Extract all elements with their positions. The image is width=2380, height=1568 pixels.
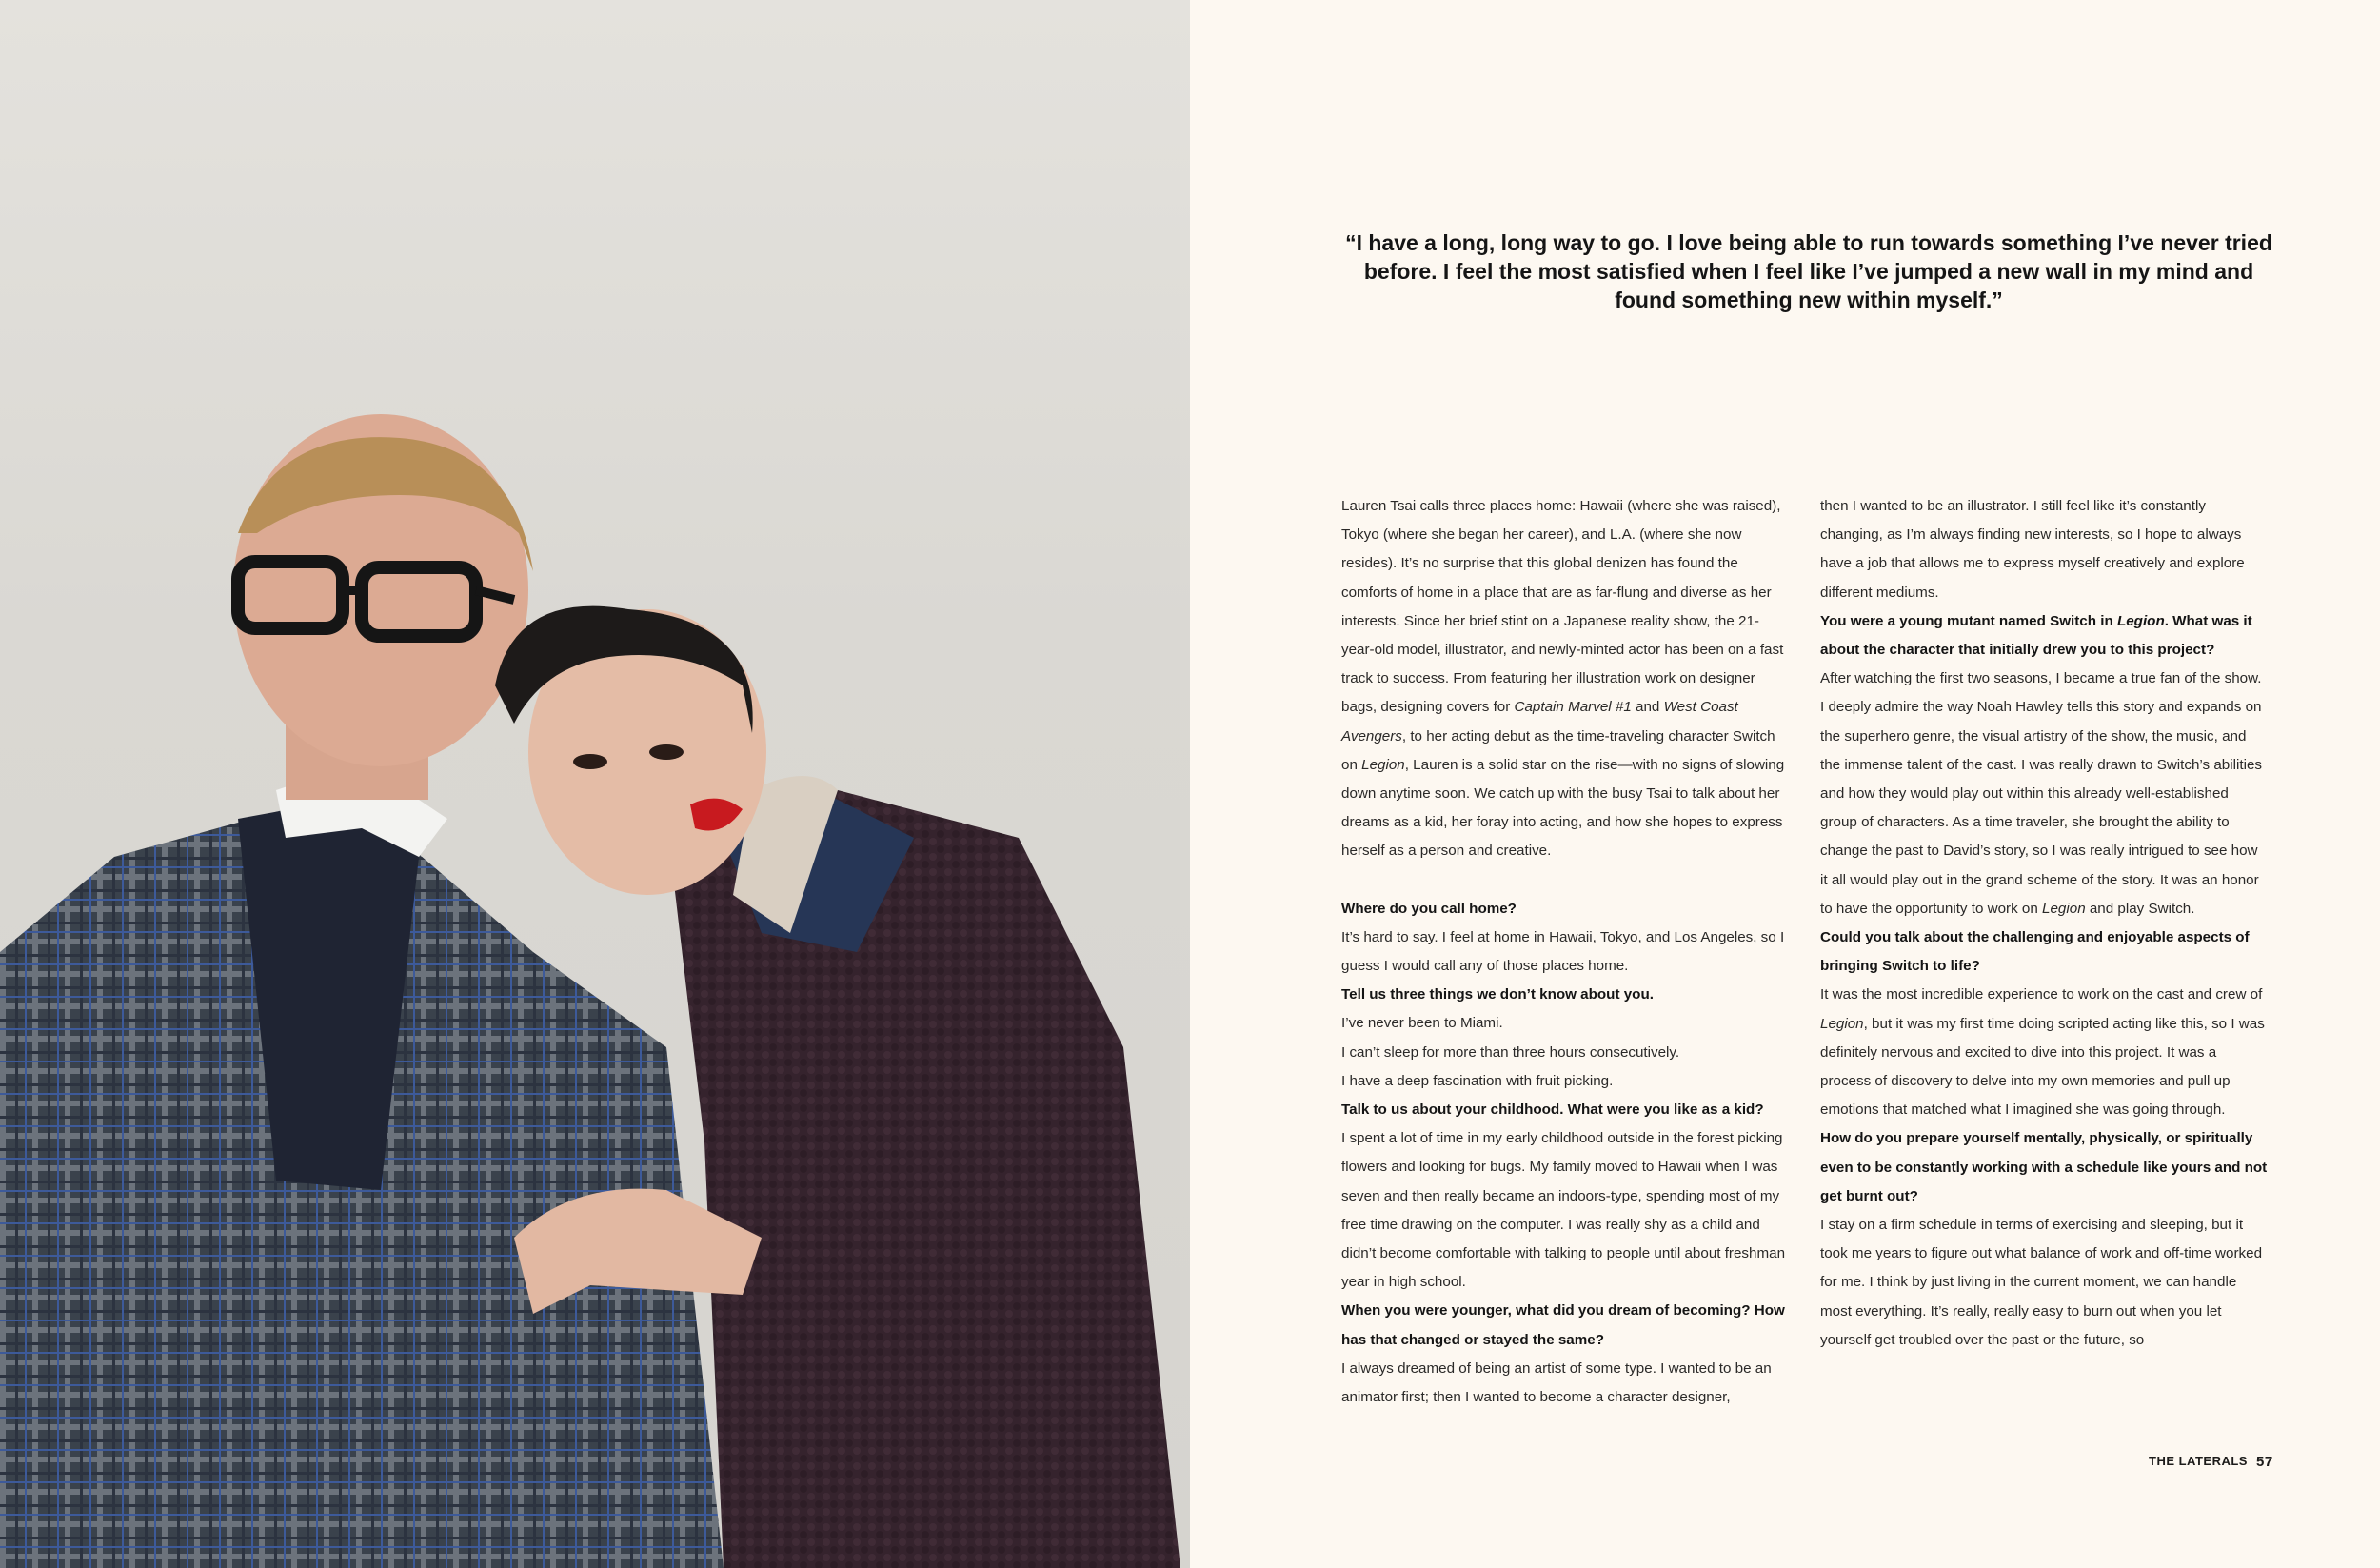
answer-5: After watching the first two seasons, I became a true fan of the show. I deeply admire the way Noah Hawley tells this story and expands on the superhero genre, the visual artistry of the show, the music, and the immense talent of the cast. I was really drawn to Switch’s abilities and how they would play out within this already well-established group of characters. As a time traveler, she brought the ability to change the past to David’s story, so I was really intrigued to see how it all would play out in the grand scheme of the story. It was an honor to have the opportunity to work on Legion and play Switch.	[1820, 670, 2262, 917]
question-7: How do you prepare yourself mentally, physically, or spiritually even to be constantly working with a schedule like yours and not get burnt out?	[1820, 1130, 2268, 1204]
intro-paragraph: Lauren Tsai calls three places home: Hawaii (where she was raised), Tokyo (where she began her career), and L.A. (where she now resides). It’s no surprise that this global denizen has found the comforts of home in a place that are as far-flung and diverse as her interests. Since her brief stint on a Japanese reality show, the 21-year-old model, illustrator, and newly-minted actor has been on a fast track to success. From featuring her illustration work on designer bags, designing covers for Captain Marvel #1 and West Coast Avengers, to her acting debut as the time-traveling character Switch on Legion, Lauren is a solid star on the rise—with no signs of slowing down anytime soon. We catch up with the busy Tsai to talk about her dreams as a kid, her foray into acting, and how she hopes to express herself as a person and creative.	[1341, 498, 1785, 860]
answer-4-continued: then I wanted to be an illustrator. I still feel like it’s constantly changing, as I’m always finding new interests, so I hope to always have a job that allows me to express myself creatively and explore different mediums.	[1820, 498, 2245, 601]
answer-2-line-1: I’ve never been to Miami.	[1341, 1015, 1503, 1032]
answer-4: I always dreamed of being an artist of some type. I wanted to be an animator first; then I wanted to become a character designer,	[1341, 1360, 1772, 1406]
answer-2-line-2: I can’t sleep for more than three hours consecutively.	[1341, 1043, 1680, 1061]
question-6: Could you talk about the challenging and enjoyable aspects of bringing Switch to life?	[1820, 929, 2250, 975]
answer-7: I stay on a firm schedule in terms of exercising and sleeping, but it took me years to figure out what balance of work and off-time worked for me. I think by just living in the current moment, we can handle most everything. It’s really, really easy to burn out when you let yourself get troubled over the past or the future, so	[1820, 1217, 2263, 1348]
page-number: 57	[2256, 1454, 2273, 1470]
question-4: When you were younger, what did you dream of becoming? How has that changed or stayed the same?	[1341, 1302, 1785, 1348]
question-3: Talk to us about your childhood. What were you like as a kid?	[1341, 1102, 1764, 1119]
pull-quote: “I have a long, long way to go. I love being able to run towards something I’ve never tried before. I feel the most satisfied when I feel like I’ve jumped a new wall in my mind and found something new within myself.”	[1345, 230, 2272, 312]
question-2: Tell us three things we don’t know about you.	[1341, 986, 1654, 1003]
question-1: Where do you call home?	[1341, 900, 1517, 917]
answer-3: I spent a lot of time in my early childhood outside in the forest picking flowers and looking for bugs. My family moved to Hawaii when I was seven and then really became an indoors-type, spending most of my free time drawing on the computer. I was really shy as a child and didn’t become comfortable with talking to people until about freshman year in high school.	[1341, 1130, 1786, 1291]
answer-1: It’s hard to say. I feel at home in Hawaii, Tokyo, and Los Angeles, so I guess I would call any of those places home.	[1341, 928, 1785, 975]
woman-jacket	[666, 790, 1180, 1568]
article-column-2	[1820, 492, 2268, 1355]
answer-6: It was the most incredible experience to work on the cast and crew of Legion, but it was my first time doing scripted acting like this, so I was definitely nervous and excited to dive into this project. It was a process of discovery to delve into my own memories and pull up emotions that matched what I imagined she was going through.	[1820, 986, 2265, 1119]
article-column-1	[1341, 492, 1789, 1412]
question-5: You were a young mutant named Switch in Legion. What was it about the character that initially drew you to this project?	[1820, 612, 2252, 659]
magazine-name: THE LATERALS	[2149, 1454, 2248, 1468]
answer-2-line-3: I have a deep fascination with fruit picking.	[1341, 1072, 1614, 1089]
